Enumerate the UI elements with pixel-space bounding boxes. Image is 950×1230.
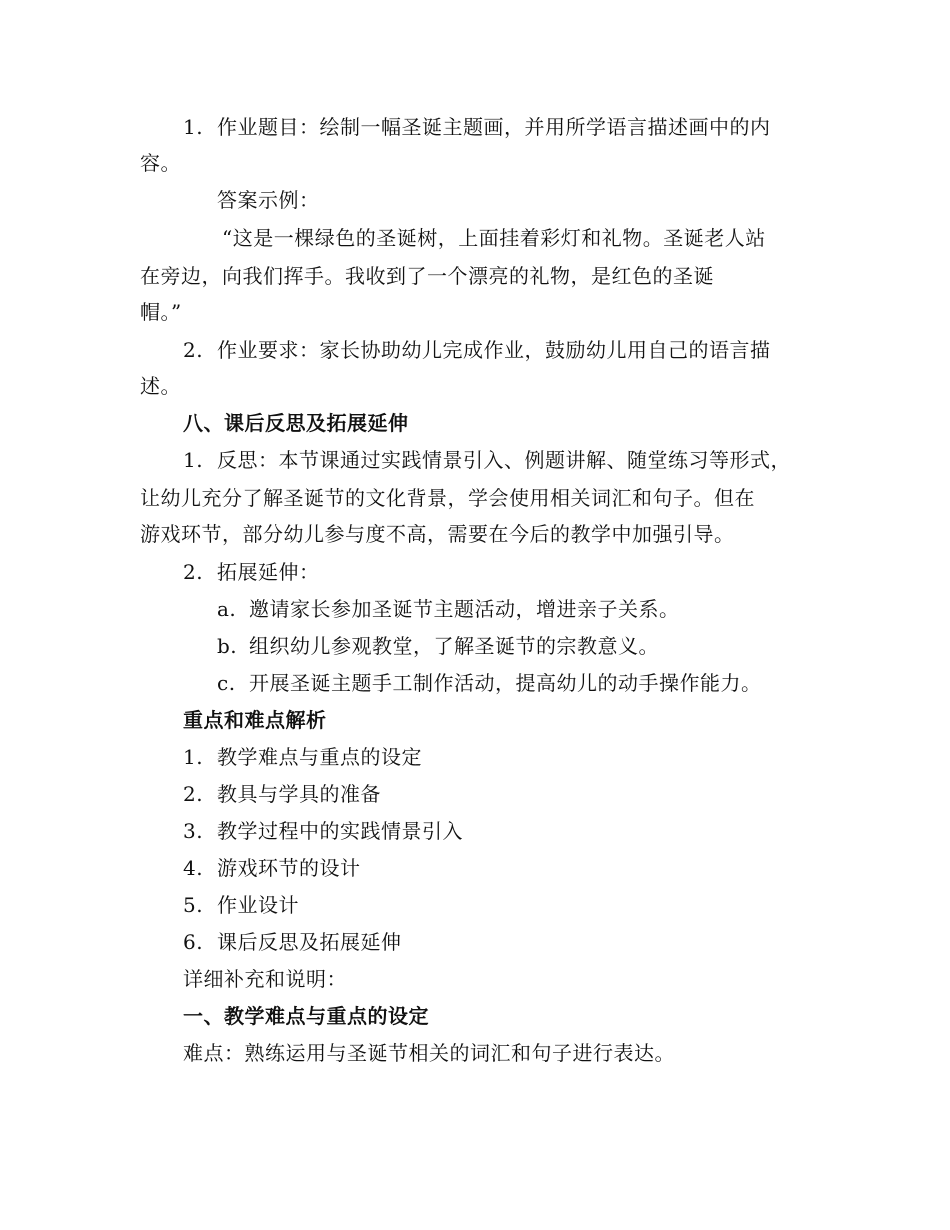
extension-item bbox=[183, 558, 320, 586]
homework-item-1-text: 作业题目：绘制一幅圣诞主题画，并用所学语言描述画中的内 bbox=[217, 115, 771, 139]
homework-item-1 bbox=[183, 113, 771, 141]
extension-sub-item-c bbox=[217, 669, 762, 697]
key-points-heading: 重点和难点解析 bbox=[183, 708, 327, 732]
section-heading-8: 八、课后反思及拓展延伸 bbox=[183, 411, 409, 435]
list-letter: a. bbox=[217, 597, 237, 621]
homework-item-2 bbox=[183, 336, 771, 364]
list-number: 1. bbox=[183, 115, 204, 139]
list-item-text: 作业设计 bbox=[217, 893, 299, 917]
list-number: 3. bbox=[183, 819, 204, 843]
list-number: 1. bbox=[183, 448, 204, 472]
list-item-text: 教具与学具的准备 bbox=[217, 782, 381, 806]
extension-sub-item-b bbox=[217, 632, 659, 660]
list-item bbox=[183, 854, 361, 882]
reflection-text-line-3: 游戏环节，部分幼儿参与度不高，需要在今后的教学中加强引导。 bbox=[140, 522, 735, 546]
reflection-item bbox=[183, 446, 791, 474]
list-item-text: 课后反思及拓展延伸 bbox=[217, 930, 402, 954]
list-item bbox=[183, 891, 299, 919]
homework-item-2-cont: 述。 bbox=[140, 374, 181, 398]
list-item-text: 教学过程中的实践情景引入 bbox=[217, 819, 463, 843]
list-number: 1. bbox=[183, 745, 204, 769]
list-item bbox=[183, 780, 381, 808]
section-heading-1: 一、教学难点与重点的设定 bbox=[183, 1004, 429, 1028]
homework-item-2-text: 作业要求：家长协助幼儿完成作业，鼓励幼儿用自己的语言描 bbox=[217, 338, 771, 362]
example-text-line-3: 帽。” bbox=[140, 300, 182, 324]
list-item bbox=[183, 817, 463, 845]
example-text-line-2: 在旁边，向我们挥手。我收到了一个漂亮的礼物，是红色的圣诞 bbox=[140, 264, 714, 288]
list-letter: b. bbox=[217, 634, 238, 658]
list-item-text: 游戏环节的设计 bbox=[217, 856, 361, 880]
example-label: 答案示例： bbox=[217, 188, 320, 212]
list-number: 4. bbox=[183, 856, 204, 880]
list-number: 2. bbox=[183, 782, 204, 806]
list-number: 2. bbox=[183, 560, 204, 584]
list-item bbox=[183, 743, 422, 771]
difficulty-text: 难点：熟练运用与圣诞节相关的词汇和句子进行表达。 bbox=[183, 1041, 675, 1065]
extension-sub-item-a bbox=[217, 595, 680, 623]
homework-item-1-cont: 容。 bbox=[140, 151, 181, 175]
list-letter: c. bbox=[217, 671, 236, 695]
example-text-line-1: “这是一棵绿色的圣诞树，上面挂着彩灯和礼物。圣诞老人站 bbox=[222, 226, 766, 250]
list-item bbox=[183, 928, 402, 956]
extension-sub-text: 开展圣诞主题手工制作活动，提高幼儿的动手操作能力。 bbox=[249, 671, 762, 695]
reflection-text: 反思：本节课通过实践情景引入、例题讲解、随堂练习等形式， bbox=[217, 448, 791, 472]
extension-sub-text: 邀请家长参加圣诞节主题活动，增进亲子关系。 bbox=[249, 597, 680, 621]
reflection-text-line-2: 让幼儿充分了解圣诞节的文化背景，学会使用相关词汇和句子。但在 bbox=[140, 486, 755, 510]
extension-sub-text: 组织幼儿参观教堂，了解圣诞节的宗教意义。 bbox=[249, 634, 659, 658]
list-number: 2. bbox=[183, 338, 204, 362]
list-item-text: 教学难点与重点的设定 bbox=[217, 745, 422, 769]
list-number: 6. bbox=[183, 930, 204, 954]
extension-label: 拓展延伸： bbox=[217, 560, 320, 584]
list-number: 5. bbox=[183, 893, 204, 917]
details-intro: 详细补充和说明： bbox=[183, 967, 347, 991]
